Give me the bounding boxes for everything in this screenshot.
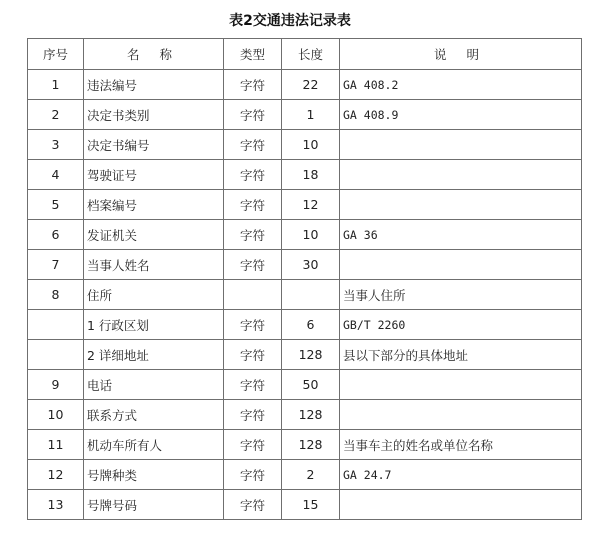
cell-description: 县以下部分的具体地址 — [340, 340, 582, 370]
cell-description — [340, 160, 582, 190]
cell-name: 决定书类别 — [84, 100, 224, 130]
cell-name: 发证机关 — [84, 220, 224, 250]
cell-name: 1 行政区划 — [84, 310, 224, 340]
header-description: 说 明 — [340, 39, 582, 70]
cell-name: 联系方式 — [84, 400, 224, 430]
cell-no: 8 — [28, 280, 84, 310]
cell-type: 字符 — [224, 370, 282, 400]
cell-type: 字符 — [224, 250, 282, 280]
cell-name: 电话 — [84, 370, 224, 400]
cell-type: 字符 — [224, 340, 282, 370]
cell-length: 18 — [282, 160, 340, 190]
table-row — [28, 280, 582, 310]
cell-description: 当事车主的姓名或单位名称 — [340, 430, 582, 460]
cell-type: 字符 — [224, 490, 282, 520]
cell-type: 字符 — [224, 130, 282, 160]
cell-no: 12 — [28, 460, 84, 490]
cell-no: 2 — [28, 100, 84, 130]
cell-length: 12 — [282, 190, 340, 220]
cell-name: 住所 — [84, 280, 224, 310]
cell-description — [340, 130, 582, 160]
table-title: 表2交通违法记录表 — [229, 13, 351, 29]
violation-record-table — [27, 38, 582, 520]
cell-type: 字符 — [224, 100, 282, 130]
cell-type: 字符 — [224, 430, 282, 460]
cell-length: 128 — [282, 400, 340, 430]
table-row — [28, 160, 582, 190]
cell-type: 字符 — [224, 310, 282, 340]
header-name: 名 称 — [84, 39, 224, 70]
cell-no — [28, 310, 84, 340]
cell-description — [340, 490, 582, 520]
cell-type: 字符 — [224, 460, 282, 490]
cell-type: 字符 — [224, 220, 282, 250]
cell-no — [28, 340, 84, 370]
header-type: 类型 — [224, 39, 282, 70]
cell-name: 号牌号码 — [84, 490, 224, 520]
cell-length — [282, 280, 340, 310]
table-row — [28, 370, 582, 400]
cell-length: 2 — [282, 460, 340, 490]
cell-description: GA 36 — [340, 220, 582, 250]
cell-name: 号牌种类 — [84, 460, 224, 490]
cell-description: GB/T 2260 — [340, 310, 582, 340]
table-row — [28, 340, 582, 370]
cell-length: 1 — [282, 100, 340, 130]
table-row — [28, 190, 582, 220]
cell-type: 字符 — [224, 400, 282, 430]
table-row — [28, 460, 582, 490]
cell-length: 128 — [282, 340, 340, 370]
cell-description: GA 24.7 — [340, 460, 582, 490]
cell-length: 10 — [282, 220, 340, 250]
cell-no: 13 — [28, 490, 84, 520]
cell-type: 字符 — [224, 190, 282, 220]
cell-no: 4 — [28, 160, 84, 190]
cell-no: 10 — [28, 400, 84, 430]
table-row — [28, 70, 582, 100]
cell-description: 当事人住所 — [340, 280, 582, 310]
cell-length: 30 — [282, 250, 340, 280]
cell-name: 2 详细地址 — [84, 340, 224, 370]
cell-name: 档案编号 — [84, 190, 224, 220]
cell-type: 字符 — [224, 70, 282, 100]
cell-description: GA 408.9 — [340, 100, 582, 130]
cell-length: 128 — [282, 430, 340, 460]
cell-no: 9 — [28, 370, 84, 400]
cell-length: 6 — [282, 310, 340, 340]
header-length: 长度 — [282, 39, 340, 70]
cell-name: 违法编号 — [84, 70, 224, 100]
header-no: 序号 — [28, 39, 84, 70]
cell-description — [340, 190, 582, 220]
cell-description: GA 408.2 — [340, 70, 582, 100]
cell-name: 当事人姓名 — [84, 250, 224, 280]
table-body — [28, 70, 582, 520]
cell-name: 决定书编号 — [84, 130, 224, 160]
table-row — [28, 220, 582, 250]
table-row — [28, 310, 582, 340]
cell-length: 15 — [282, 490, 340, 520]
cell-type — [224, 280, 282, 310]
table-row — [28, 100, 582, 130]
table-row — [28, 490, 582, 520]
cell-no: 11 — [28, 430, 84, 460]
cell-description — [340, 250, 582, 280]
cell-no: 6 — [28, 220, 84, 250]
cell-length: 22 — [282, 70, 340, 100]
table-row — [28, 400, 582, 430]
table-row — [28, 430, 582, 460]
cell-length: 10 — [282, 130, 340, 160]
cell-length: 50 — [282, 370, 340, 400]
cell-no: 3 — [28, 130, 84, 160]
cell-name: 机动车所有人 — [84, 430, 224, 460]
cell-description — [340, 400, 582, 430]
cell-type: 字符 — [224, 160, 282, 190]
cell-name: 驾驶证号 — [84, 160, 224, 190]
table-row — [28, 250, 582, 280]
table-row — [28, 130, 582, 160]
cell-description — [340, 370, 582, 400]
cell-no: 7 — [28, 250, 84, 280]
cell-no: 5 — [28, 190, 84, 220]
header-row — [28, 39, 582, 70]
cell-no: 1 — [28, 70, 84, 100]
